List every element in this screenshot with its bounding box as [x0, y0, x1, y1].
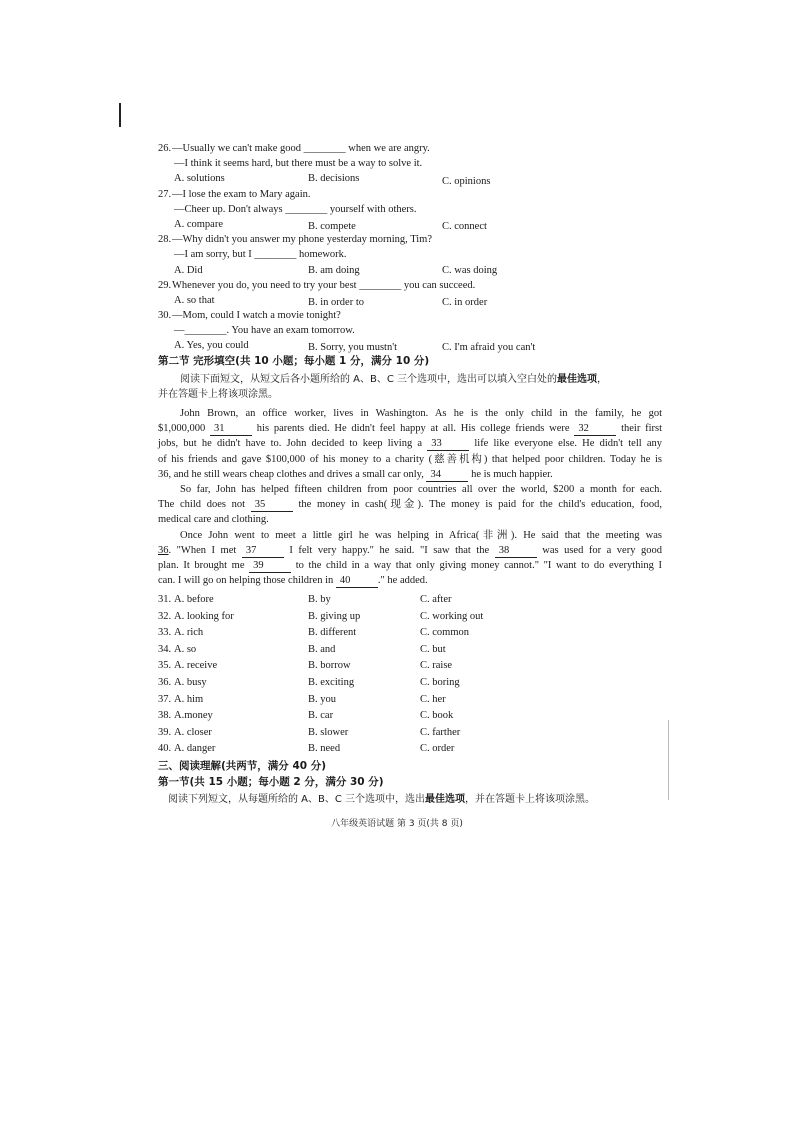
question-stem-line2: —I think it seems hard, but there must be a way to solve it. [174, 158, 423, 170]
passage-text: John Brown, an office worker, lives in Washington. As he is the only child in the family, he got [180, 408, 662, 419]
question-30-options [158, 338, 662, 353]
passage-text: of his friends and gave $100,000 of his money to a charity (慈善机构) that helped poor children. Today he is [158, 453, 662, 465]
passage-text: The child does not [158, 499, 251, 511]
option-b: B. am doing [308, 264, 360, 276]
option-c: C. connect [442, 220, 487, 232]
question-number: 26. [158, 143, 172, 154]
option-a: A. danger [174, 743, 216, 755]
option-a: A. him [174, 693, 204, 705]
option-a: A. so [174, 643, 197, 655]
passage-text: their first [616, 423, 663, 435]
blank-35: 35 [251, 499, 293, 512]
option-a: A. busy [174, 676, 207, 688]
cloze-option-row [158, 741, 662, 758]
question-number: 29. [158, 279, 172, 291]
cloze-option-row [158, 609, 662, 626]
question-27-options [158, 217, 662, 232]
option-b: B. slower [308, 726, 349, 738]
passage-line [158, 497, 662, 512]
option-a: A. looking for [174, 610, 234, 622]
passage-text: So far, John has helped fifteen children from poor countries all over the world, $200 a month for each. [180, 483, 662, 495]
question-number: 32. [158, 610, 172, 622]
question-stem-line2: —Cheer up. Don't always ________ yourself with others. [174, 203, 417, 215]
instruction-emphasis: 最佳选项 [425, 794, 466, 806]
option-c: C. was doing [442, 264, 498, 276]
passage-text: can. I will go on helping those children in [158, 575, 336, 587]
option-a: A. receive [174, 660, 218, 672]
passage-line [158, 452, 662, 467]
option-b: B. compete [308, 220, 356, 232]
cloze-option-row [158, 675, 662, 692]
passage-text: ." he added. [377, 575, 428, 587]
question-number: 31. [158, 594, 172, 605]
passage-text: I felt very happy." he said. "I saw that the [283, 544, 495, 556]
passage-text: . "When I met [168, 544, 242, 556]
cloze-passage [158, 406, 662, 588]
question-26 [158, 141, 662, 156]
section-heading: 第二节 完形填空(共 10 小题；每小题 1 分，满分 10 分) [158, 355, 430, 367]
question-28-options [158, 263, 662, 278]
option-c: C. farther [420, 726, 461, 738]
option-b: B. exciting [308, 676, 355, 688]
question-stem: —Why didn't you answer my phone yesterday morning, Tim? [172, 234, 432, 246]
question-27 [158, 187, 662, 202]
question-30-line2 [158, 323, 662, 338]
cloze-option-row [158, 725, 662, 742]
option-c: C. her [420, 693, 446, 705]
question-number: 35. [158, 660, 172, 672]
option-a: A. Did [174, 264, 203, 276]
option-a: A. so that [174, 294, 215, 306]
option-b: B. borrow [308, 660, 351, 672]
question-30 [158, 308, 662, 323]
question-number: 33. [158, 627, 172, 639]
passage-text: life like everyone else. He didn't tell any [469, 438, 662, 450]
passage-text: jobs, but he didn't have to. John decided to keep living a [158, 438, 428, 450]
option-b: B. car [308, 710, 334, 722]
blank-39: 39 [249, 560, 291, 573]
question-number: 27. [158, 188, 172, 200]
option-b: B. different [308, 627, 357, 639]
option-c: C. in order [442, 296, 488, 308]
passage-text: 36, and he still wears cheap clothes and drives a small car only, [158, 468, 427, 480]
question-number: 39. [158, 726, 172, 738]
option-a: A. solutions [174, 173, 225, 185]
cloze-option-row [158, 625, 662, 642]
cloze-section [158, 354, 662, 403]
grammar-questions [158, 141, 662, 354]
blank-32: 32 [574, 423, 616, 436]
passage-text: was used for a very good [536, 544, 662, 556]
option-a: A. compare [174, 218, 223, 230]
question-28-line2 [158, 247, 662, 262]
passage-text: the money in cash(现金). The money is paid for the child's education, food, [292, 499, 662, 511]
question-number: 40. [158, 743, 172, 755]
blank-38: 38 [495, 545, 537, 558]
passage-text: his parents died. He didn't feel happy at all. His college friends were [252, 423, 575, 435]
blank-37: 37 [242, 545, 284, 558]
instruction-emphasis: 最佳选项 [557, 374, 598, 386]
question-26-options [158, 171, 662, 186]
option-a: A. Yes, you could [174, 340, 249, 352]
part-heading: 三、阅读理解(共两节，满分 40 分) [158, 760, 327, 772]
passage-text: he is much happier. [468, 468, 553, 480]
instruction-text: ，并在答题卡上将该项涂黑。 [465, 794, 596, 806]
cloze-instructions-line2 [158, 387, 662, 402]
question-number: 38. [158, 710, 172, 722]
page-footer: 八年级英语试题 第 3 页(共 8 页) [331, 819, 463, 829]
passage-line [158, 421, 662, 436]
question-28 [158, 232, 662, 247]
option-c: C. after [420, 594, 452, 605]
cloze-option-row [158, 692, 662, 709]
instruction-text: 阅读下面短文，从短文后各小题所给的 A、B、C 三个选项中，选出可以填入空白处的 [180, 374, 558, 386]
question-29-options [158, 293, 662, 308]
question-27-line2 [158, 202, 662, 217]
option-c: C. raise [420, 660, 453, 672]
option-b: B. Sorry, you mustn't [308, 342, 398, 354]
question-number: 28. [158, 234, 172, 246]
blank-36: 36 [158, 544, 169, 556]
question-number: 37. [158, 693, 172, 705]
passage-line [158, 482, 662, 497]
question-stem: —I lose the exam to Mary again. [172, 188, 311, 200]
blank-33: 33 [427, 438, 469, 451]
passage-text: plan. It brought me [158, 559, 250, 571]
option-c: C. order [420, 743, 455, 755]
option-a: A. before [174, 594, 214, 605]
option-c: C. boring [420, 676, 460, 688]
option-b: B. need [308, 743, 341, 755]
passage-line [158, 406, 662, 421]
passage-line [158, 558, 662, 573]
cloze-option-row [158, 658, 662, 675]
question-stem: —Mom, could I watch a movie tonight? [172, 310, 341, 322]
question-stem: Whenever you do, you need to try your best ________ you can succeed. [172, 279, 476, 291]
cloze-option-row [158, 592, 662, 609]
passage-text: to the child in a way that only giving money cannot." "I want to do everything I [291, 559, 663, 571]
passage-text: medical care and clothing. [158, 514, 269, 526]
option-c: C. book [420, 710, 454, 722]
instruction-text: 阅读下列短文，从每题所给的 A、B、C 三个选项中，选出 [168, 794, 426, 806]
blank-34: 34 [426, 469, 468, 482]
passage-text: Once John went to meet a little girl he was helping in Africa(非洲). He said that the meeting was [180, 529, 662, 541]
cloze-instructions [158, 372, 662, 387]
option-a: A.money [174, 710, 213, 722]
option-c: C. common [420, 627, 469, 639]
option-b: B. by [308, 594, 331, 605]
passage-line [158, 512, 662, 527]
blank-40: 40 [336, 575, 378, 588]
question-stem-line2: —________. You have an exam tomorrow. [174, 325, 355, 337]
option-b: B. and [308, 643, 336, 655]
option-a: A. closer [174, 726, 212, 738]
option-c: C. I'm afraid you can't [442, 342, 536, 354]
instruction-punct: ， [597, 374, 608, 386]
question-stem: —Usually we can't make good ________ when we are angry. [172, 143, 430, 154]
passage-line [158, 543, 662, 558]
option-c: C. opinions [442, 176, 491, 188]
cloze-options [158, 592, 662, 758]
option-c: C. working out [420, 610, 484, 622]
cloze-option-row [158, 708, 662, 725]
question-stem-line2: —I am sorry, but I ________ homework. [174, 249, 347, 261]
question-number: 36. [158, 676, 172, 688]
passage-line [158, 528, 662, 543]
reading-instructions [158, 792, 662, 807]
reading-section [158, 759, 662, 808]
passage-line [158, 436, 662, 451]
passage-text: $1,000,000 [158, 423, 211, 435]
passage-line [158, 467, 662, 482]
option-b: B. giving up [308, 610, 361, 622]
question-26-line2 [158, 156, 662, 171]
cloze-option-row [158, 642, 662, 659]
instruction-text-line2: 并在答题卡上将该项涂黑。 [158, 389, 278, 401]
option-b: B. you [308, 693, 337, 705]
blank-31: 31 [210, 423, 252, 436]
option-a: A. rich [174, 627, 204, 639]
scan-artifact-line [668, 720, 669, 800]
option-b: B. decisions [308, 173, 360, 185]
question-number: 34. [158, 643, 172, 655]
question-number: 30. [158, 310, 172, 322]
option-c: C. but [420, 643, 446, 655]
scan-mark [119, 103, 121, 127]
section-heading: 第一节(共 15 小题；每小题 2 分，满分 30 分) [158, 776, 384, 789]
option-b: B. in order to [308, 296, 364, 308]
question-29 [158, 278, 662, 293]
passage-line [158, 573, 662, 588]
